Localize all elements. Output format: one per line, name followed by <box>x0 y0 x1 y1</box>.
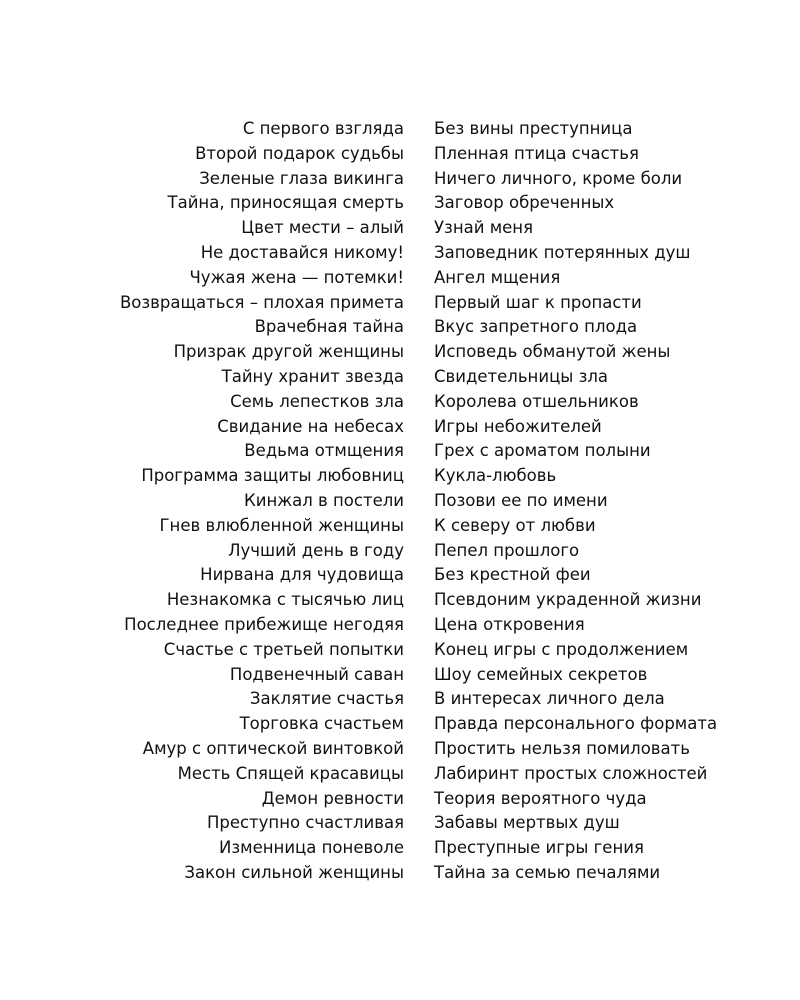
book-title: Месть Спящей красавицы <box>177 763 404 783</box>
book-title: Пленная птица счастья <box>434 143 639 163</box>
book-title: С первого взгляда <box>242 119 404 138</box>
book-title: Незнакомка с тысячью лиц <box>166 590 404 610</box>
book-title: Королева отшельников <box>434 391 639 411</box>
book-title: Программа защиты любовниц <box>141 466 404 486</box>
book-title: Лабиринт простых сложностей <box>434 763 708 783</box>
book-title: Тайна за семью печалями <box>434 862 661 882</box>
book-title: Конец игры с продолжением <box>434 639 689 659</box>
book-title: Призрак другой женщины <box>173 342 404 362</box>
book-title: Свидетельницы зла <box>434 366 609 386</box>
book-title: Амур с оптической винтовкой <box>142 738 404 758</box>
book-title: Кукла-любовь <box>434 466 557 486</box>
book-title: Игры небожителей <box>434 416 602 436</box>
book-title: Врачебная тайна <box>254 317 404 337</box>
book-title: Без вины преступница <box>434 119 633 138</box>
book-title: Не доставайся никому! <box>200 242 404 262</box>
book-title: Пепел прошлого <box>434 540 580 560</box>
book-title: Ангел мщения <box>434 267 561 287</box>
book-title: Тайна, приносящая смерть <box>167 193 404 213</box>
book-title: Исповедь обманутой жены <box>434 342 671 362</box>
book-title: Закон сильной женщины <box>184 862 404 882</box>
book-title: Зеленые глаза викинга <box>199 168 404 188</box>
book-title: Грех с ароматом полыни <box>434 441 651 461</box>
book-title: Шоу семейных секретов <box>434 664 648 684</box>
book-title: Демон ревности <box>261 788 404 808</box>
book-title: Гнев влюбленной женщины <box>159 515 404 535</box>
book-title: Ведьма отмщения <box>244 441 404 461</box>
book-title: Возвращаться – плохая примета <box>119 292 404 312</box>
book-title: Второй подарок судьбы <box>195 143 404 163</box>
book-title: Ничего личного, кроме боли <box>434 168 683 188</box>
book-title: Без крестной феи <box>434 565 591 585</box>
book-title: Простить нельзя помиловать <box>434 738 690 758</box>
book-title: Изменница поневоле <box>219 838 404 858</box>
right-title-column <box>434 117 717 886</box>
book-title: Преступно счастливая <box>206 813 404 833</box>
left-title-column <box>120 117 404 886</box>
book-title: Семь лепестков зла <box>230 391 404 411</box>
book-title: Подвенечный саван <box>229 664 404 684</box>
book-title: Позови ее по имени <box>434 490 608 510</box>
book-title: Счастье с третьей попытки <box>163 639 404 659</box>
book-title: Первый шаг к пропасти <box>434 292 642 312</box>
book-title: В интересах личного дела <box>434 689 665 709</box>
book-title: Заповедник потерянных душ <box>434 242 691 262</box>
book-title: Преступные игры гения <box>434 838 644 858</box>
book-title: Забавы мертвых душ <box>434 813 620 833</box>
book-title: Вкус запретного плода <box>434 317 638 337</box>
book-title: Лучший день в году <box>228 540 404 560</box>
book-title: Псевдоним украденной жизни <box>434 590 702 610</box>
book-title: Узнай меня <box>434 218 534 238</box>
book-title: Кинжал в постели <box>244 490 404 510</box>
book-title: Свидание на небесах <box>217 416 404 436</box>
book-title: Теория вероятного чуда <box>434 788 647 808</box>
book-title: Правда персонального формата <box>434 714 718 734</box>
book-title: Нирвана для чудовища <box>200 565 404 585</box>
book-title: К северу от любви <box>434 515 596 535</box>
book-title: Тайну хранит звезда <box>221 366 404 386</box>
book-title: Последнее прибежище негодяя <box>124 614 404 634</box>
book-title: Чужая жена — потемки! <box>189 267 404 287</box>
book-title: Цена откровения <box>434 614 585 634</box>
book-title: Торговка счастьем <box>239 714 404 734</box>
book-title: Цвет мести – алый <box>241 218 404 238</box>
book-title: Заклятие счастья <box>249 689 404 709</box>
book-title: Заговор обреченных <box>434 193 615 213</box>
